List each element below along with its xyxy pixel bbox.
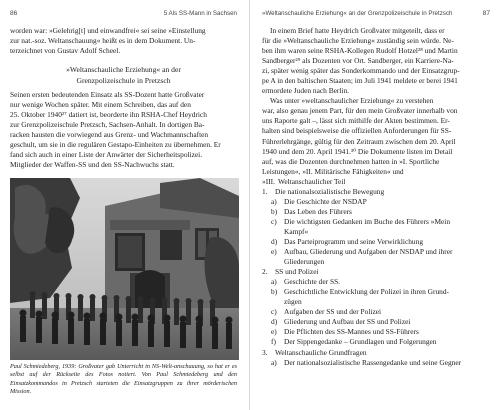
outline-text: Die wichtigsten Gedanken im Buche des Führers »Mein	[284, 216, 451, 226]
outline-marker: e)	[271, 247, 277, 257]
outline-marker: 3.	[262, 347, 268, 357]
left-page	[0, 0, 249, 410]
outline-marker: 1.	[262, 186, 268, 196]
text-line: zur Grenzpolizeischule Pretzsch, Sachsen-Anhalt. In dortigen Ba-	[10, 120, 205, 130]
outline-item	[262, 257, 490, 267]
text-line: Seinen ersten bedeutenden Einsatz als SS-Dozent hatte Großvater	[10, 89, 205, 99]
curriculum-outline	[262, 177, 490, 368]
outline-text: Das Leben des Führers	[284, 206, 352, 216]
text-line: zur nat.-soz. Weltanschauung« heißt es in dem Dokument. Un-	[10, 36, 196, 46]
outline-text: Aufgaben der SS und der Polizei	[284, 307, 382, 317]
outline-text: Geschichte der SS.	[284, 277, 341, 287]
outline-marker: c)	[271, 307, 277, 317]
right-running-head-title: »Weltanschauliche Erziehung« an der Grenzpolizeischule in Pretzsch	[262, 10, 453, 17]
outline-text: Der nationalsozialistische Rassengedanke und seine Gegner	[284, 357, 462, 367]
outline-item	[262, 337, 490, 347]
photo-image	[10, 178, 239, 360]
right-body-paragraph	[262, 26, 490, 177]
outline-item	[262, 267, 490, 277]
text-line: war, also genau jenem Part, für den mein Großvater innerhalb von	[262, 106, 458, 116]
text-line: terzeichnet von Gustav Adolf Scheel.	[10, 46, 121, 56]
outline-item	[262, 348, 490, 358]
outline-text: Der Sippengedanke – Grundlagen und Folgerungen	[284, 337, 437, 347]
outline-marker: d)	[271, 317, 278, 327]
outline-item	[262, 247, 490, 257]
outline-marker: a)	[271, 196, 277, 206]
outline-text: zügen	[284, 297, 302, 307]
text-line: 25. Oktober 1940²⁷ datiert ist, beorderte ihn RSHA-Chef Heydrich	[10, 110, 207, 120]
outline-text: Die nationalsozialistische Bewegung	[275, 186, 385, 196]
right-page-number: 87	[482, 10, 490, 17]
text-line: zi, später wenig später das Sonderkommando und der Einsatzgrup-	[262, 66, 460, 76]
outline-item	[262, 317, 490, 327]
right-running-head	[262, 10, 490, 17]
text-line: Führerlehrgänge, gültig für den Zeitraum zwischen dem 20. April	[262, 136, 456, 146]
text-line: Sandberger²⁹ als Dozenten vor Ort. Sandberger, ein Karriere-Na-	[262, 56, 454, 66]
outline-item	[262, 217, 490, 227]
outline-item	[262, 197, 490, 207]
section-heading-line: Grenzpolizeischule in Pretzsch	[76, 75, 171, 85]
outline-marker: f)	[271, 337, 276, 347]
left-running-head-title: 5 Als SS-Mann in Sachsen	[163, 10, 237, 17]
outline-text: SS und Polizei	[275, 267, 319, 277]
outline-marker: e)	[271, 327, 277, 337]
outline-item	[262, 187, 490, 197]
outline-item	[262, 277, 490, 287]
text-line: nur wenige Wochen später. Mit einem Schreiben, das auf den	[10, 100, 191, 109]
outline-text: Geschichtliche Entwicklung der Polizei in ihren Grund-	[284, 287, 450, 297]
outline-item	[262, 177, 490, 187]
text-line: fand sich auch in einer Liste der Anwärter der Sicherheitspolizei.	[10, 150, 203, 160]
outline-marker: 2.	[262, 267, 268, 277]
text-line: Was unter »weltanschaulicher Erziehung« zu verstehen	[270, 96, 434, 106]
outline-marker: »III.	[262, 176, 275, 186]
outline-text: Aufbau, Gliederung und Aufgaben der NSDAP und ihrer	[284, 247, 453, 257]
left-running-head	[10, 10, 237, 17]
outline-text: Gliederungen	[284, 257, 325, 267]
text-line: auf, was die Dozenten durchnehmen hatten in »I. Sportliche	[262, 156, 440, 166]
text-line: ermordete Juden nach Berlin.	[262, 86, 350, 96]
left-opening-paragraph	[10, 26, 237, 56]
outline-item	[262, 327, 490, 337]
text-line: Mitglieder der Waffen-SS und den SS-Nachwuchs statt.	[10, 160, 175, 170]
outline-marker: b)	[271, 206, 278, 216]
text-line: pe A in den baltischen Staaten; im Juli 1941 meldete er berei 1941	[262, 76, 458, 86]
text-line: ben ihm waren seine RSHA-Kollegen Rudolf Hotzel²⁸ und Martin	[262, 46, 458, 56]
outline-item	[262, 307, 490, 317]
historical-photo	[10, 178, 239, 360]
outline-text: Die Pflichten des SS-Mannes und SS-Führers	[284, 327, 419, 337]
section-heading	[10, 65, 237, 86]
outline-text: Gliederung und Aufbau der SS und Polizei	[284, 317, 411, 327]
section-heading-line: »Weltanschauliche Erziehung« an der	[66, 65, 181, 75]
text-line: racken hausten die vorwiegend aus Grenz- und Wachmannschaften	[10, 130, 209, 140]
text-line: geschult, um sie in die regulären Gestapo-Einheiten zu übernehmen. Er	[10, 140, 221, 150]
outline-item	[262, 207, 490, 217]
outline-marker: a)	[271, 277, 277, 287]
photo-caption: Paul Schmiedeberg, 1939: Großvater gab Unterricht in NS-Welt-anschauung, so hat er es selbst auf der Rückseite des Fotos notiert. Von Paul Schmiedeberg und den Einsatzkommandos in Pretzsch starteten die Einsatzgruppen zu ihrer mörderischen Mission.	[10, 363, 237, 395]
outline-item	[262, 358, 490, 368]
text-line: 1940 und dem 20. April 1941.³⁰ Die Dokumente listen im Detail	[262, 146, 453, 156]
text-line: für die »Weltanschauliche Erziehung« zuständig sein würde. Ne-	[262, 36, 454, 46]
left-body-paragraph	[10, 90, 237, 170]
right-page	[250, 0, 500, 410]
outline-item	[262, 287, 490, 297]
text-line: worden war: »Gelehrig[t] und einwandfrei« sei seine »Einstellung	[10, 26, 206, 35]
outline-text: Weltanschauliche Grundfragen	[275, 347, 367, 357]
text-line: Leistungen«, »II. Militärische Fähigkeiten« und	[262, 166, 404, 176]
text-line: uns Raporte galt –, lässt sich mithilfe der Akten bestimmen. Er-	[262, 116, 450, 126]
outline-marker: a)	[271, 357, 277, 367]
outline-marker: b)	[271, 287, 278, 297]
outline-text: Kampf«	[284, 226, 309, 236]
left-page-number: 86	[10, 10, 18, 17]
outline-item	[262, 297, 490, 307]
text-line: halten sind beispielsweise die offiziellen Anforderungen für SS-	[262, 126, 452, 136]
outline-item	[262, 227, 490, 237]
outline-text: Das Parteiprogramm und seine Verwirklichung	[284, 236, 424, 246]
outline-marker: d)	[271, 236, 278, 246]
outline-marker: c)	[271, 216, 277, 226]
outline-text: Weltanschaulicher Teil	[277, 176, 346, 186]
outline-text: Die Geschichte der NSDAP	[284, 196, 367, 206]
outline-item	[262, 237, 490, 247]
text-line: In einem Brief hatte Heydrich Großvater mitgeteilt, dass er	[270, 26, 445, 35]
